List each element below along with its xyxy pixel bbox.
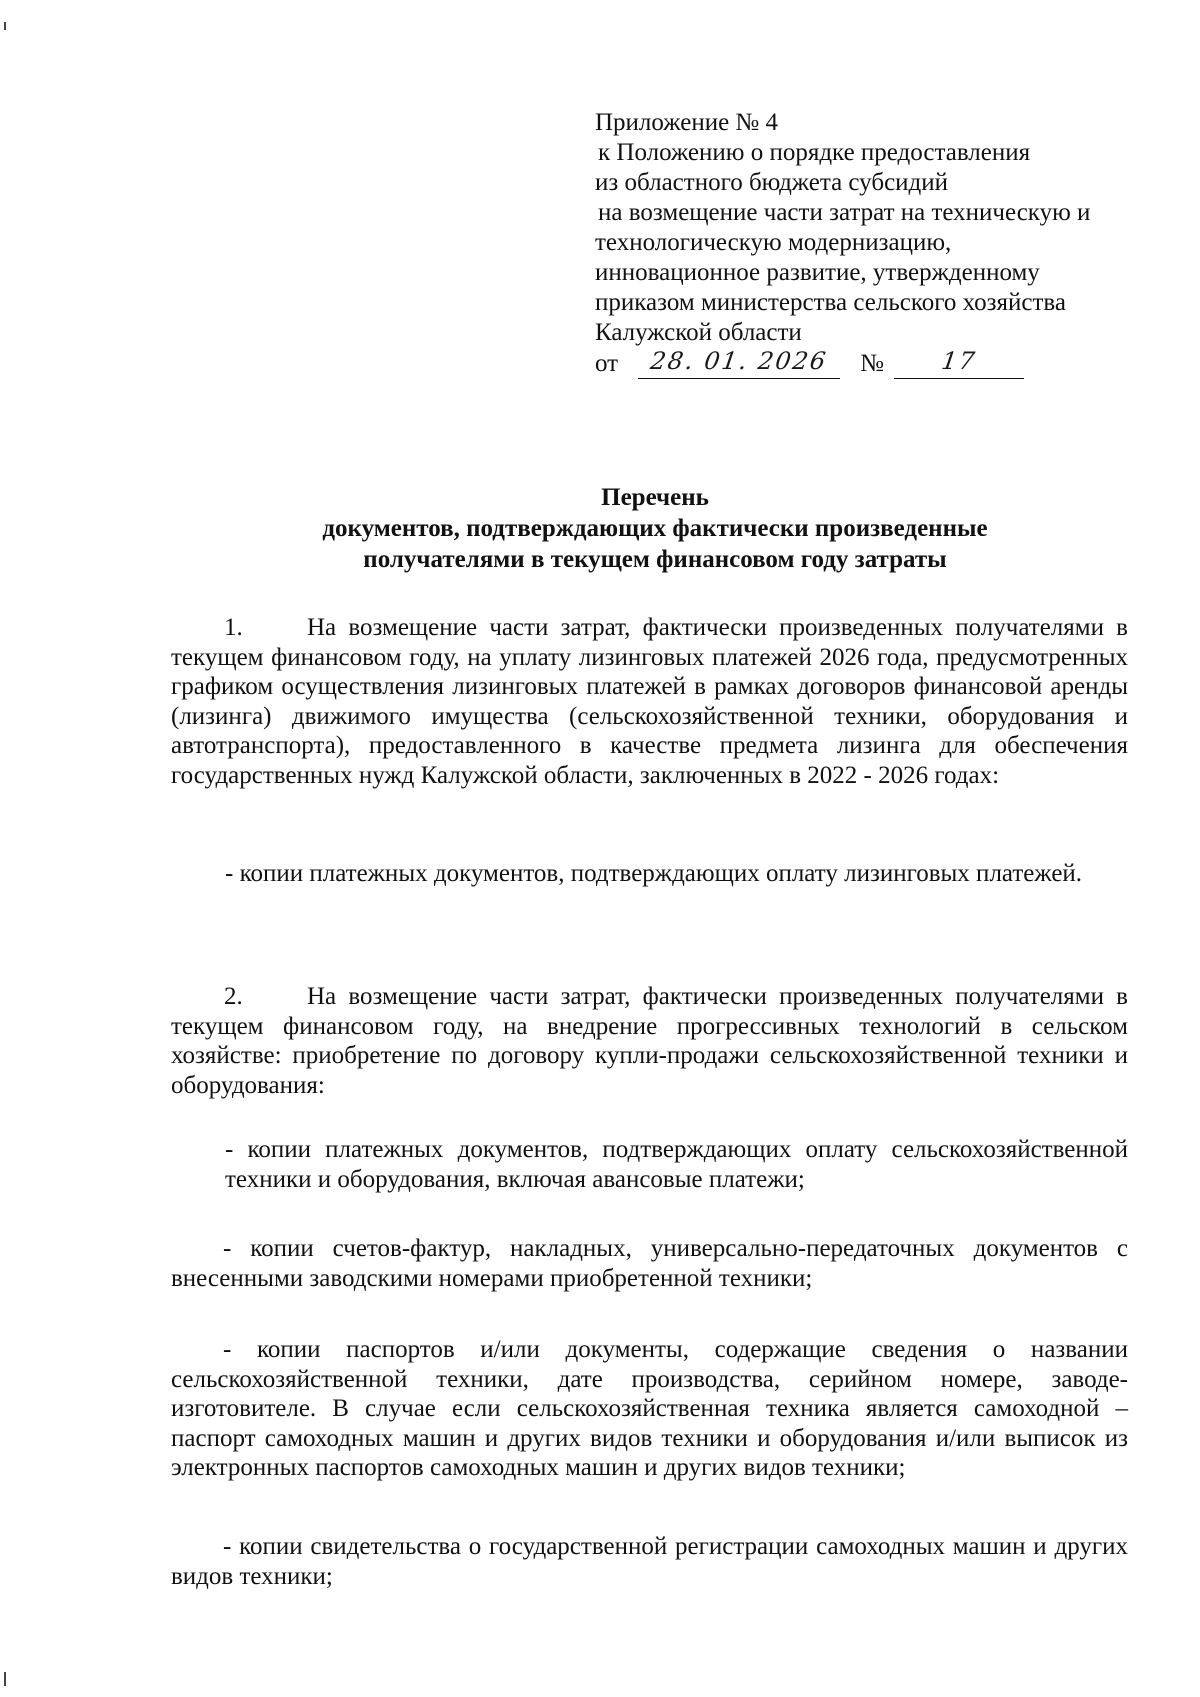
- appendix-header: [595, 108, 1155, 382]
- title-line-2: документов, подтверждающих фактически произведенные: [322, 515, 988, 542]
- order-reference: [595, 348, 1155, 382]
- appendix-line-4: на возмещение части затрат на техническую и: [598, 199, 1091, 226]
- section-2: [171, 982, 1128, 1100]
- section-2-item-2-block: [171, 1234, 1128, 1293]
- document-title: [170, 482, 1140, 575]
- section-1-items: [225, 859, 1128, 889]
- section-1-text: На возмещение части затрат, фактически произведенных получателями в текущем финансовом году, на уплату лизинговых платежей 2026 года, предусмотренных графиком осуществления лизинговых платежей в рамках договоров финансовой аренды (лизинга) движимого имущества (сельскохозяйственной техники, оборудования и автотранспорта), предоставленного в качестве предмета лизинга для обеспечения государственных нужд Калужской области, заключенных в 2022 - 2026 годах:: [171, 614, 1128, 789]
- order-number-handwritten: 17: [939, 347, 979, 375]
- appendix-line-2: к Положению о порядке предоставления: [598, 139, 1031, 166]
- appendix-line-7: приказом министерства сельского хозяйства: [595, 289, 1066, 316]
- appendix-line-8: Калужской области: [595, 319, 802, 346]
- title-line-3: получателями в текущем финансовом году затраты: [363, 546, 947, 573]
- section-2-item-1-block: [225, 1135, 1128, 1194]
- appendix-line-5: технологическую модернизацию,: [595, 229, 952, 256]
- order-number-field: [894, 348, 1024, 379]
- section-2-item-4-block: [171, 1532, 1128, 1591]
- section-2-item-3-block: [171, 1335, 1128, 1483]
- appendix-line-6: инновационное развитие, утвержденному: [595, 259, 1040, 286]
- section-2-paragraph: [171, 982, 1128, 1100]
- number-label: №: [860, 350, 884, 377]
- section-1-item-1: - копии платежных документов, подтверждающих оплату лизинговых платежей.: [225, 860, 1083, 887]
- from-label: от: [595, 350, 619, 377]
- appendix-line-1: Приложение № 4: [595, 109, 779, 136]
- section-2-text: На возмещение части затрат, фактически произведенных получателями в текущем финансовом году, на внедрение прогрессивных технологий в сельском хозяйстве: приобретение по договору купли-продажи сельскохозяйственной техники и оборудования:: [171, 983, 1128, 1099]
- section-2-number: 2.: [224, 983, 243, 1010]
- title-line-1: Перечень: [601, 484, 709, 511]
- section-2-item-1: - копии платежных документов, подтверждающих оплату сельскохозяйственной техники и оборудования, включая авансовые платежи;: [225, 1136, 1128, 1193]
- order-date-handwritten: 28. 01. 2026: [648, 347, 830, 375]
- section-2-item-3: - копии паспортов и/или документы, содержащие сведения о названии сельскохозяйственной техники, дате производства, серийном номере, заводе-изготовителе. В случае если сельскохозяйственная техника является самоходной – паспорт самоходных машин и других видов техники и оборудования и/или выписок из электронных паспортов самоходных машин и других видов техники;: [171, 1336, 1128, 1481]
- section-1-number: 1.: [224, 614, 243, 641]
- scan-mark-bottom: [4, 1672, 6, 1686]
- order-date-field: [638, 348, 840, 379]
- scan-mark-top: [4, 22, 6, 30]
- appendix-line-3: из областного бюджета субсидий: [595, 169, 949, 196]
- section-1-paragraph: [171, 613, 1128, 790]
- section-2-item-4: - копии свидетельства о государственной регистрации самоходных машин и других видов техники;: [171, 1533, 1128, 1590]
- section-2-item-2: - копии счетов-фактур, накладных, универсально-передаточных документов с внесенными заводскими номерами приобретенной техники;: [171, 1235, 1128, 1292]
- section-1: [171, 613, 1128, 790]
